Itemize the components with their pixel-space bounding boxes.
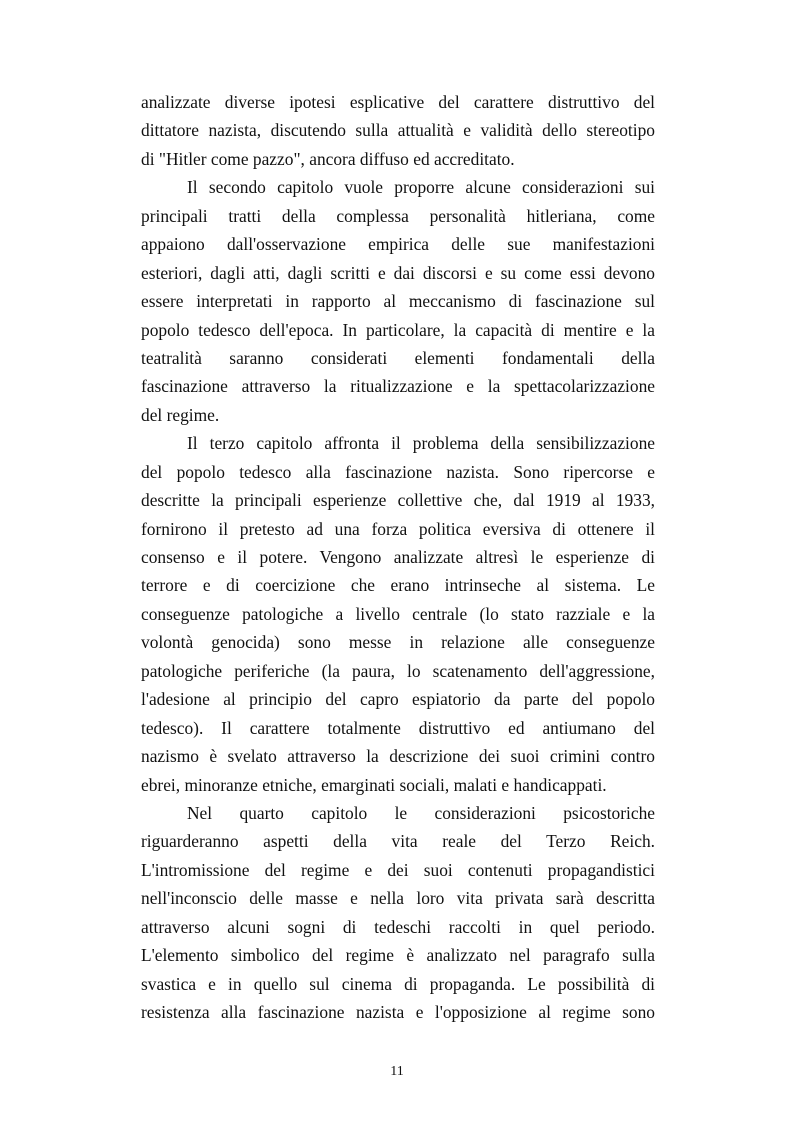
text-line: nazismo è svelato attraverso la descrizione dei suoi crimini contro: [141, 746, 655, 767]
text-line: esteriori, dagli atti, dagli scritti e dai discorsi e su come essi devono: [141, 262, 655, 283]
text-line: del popolo tedesco alla fascinazione nazista. Sono ripercorse e: [141, 461, 655, 482]
text-line: patologiche periferiche (la paura, lo scatenamento dell'aggressione,: [141, 660, 655, 681]
text-line: teatralità saranno considerati elementi fondamentali della: [141, 347, 655, 368]
text-line: resistenza alla fascinazione nazista e l'opposizione al regime sono: [141, 1002, 655, 1022]
text-line: descritte la principali esperienze collettive che, dal 1919 al 1933,: [141, 490, 655, 511]
text-line: l'adesione al principio del capro espiatorio da parte del popolo: [141, 689, 655, 710]
text-line: fascinazione attraverso la ritualizzazione e la spettacolarizzazione: [141, 376, 655, 397]
text-line: ebrei, minoranze etniche, emarginati sociali, malati e handicappati.: [141, 774, 607, 795]
text-line: consenso e il potere. Vengono analizzate altresì le esperienze di: [141, 547, 655, 567]
text-line: L'intromissione del regime e dei suoi contenuti propagandistici: [141, 859, 655, 880]
text-line: terrore e di coercizione che erano intrinseche al sistema. Le: [141, 575, 655, 596]
text-line: conseguenze patologiche a livello centrale (lo stato razziale e la: [141, 603, 655, 624]
text-line: analizzate diverse ipotesi esplicative del carattere distruttivo del: [141, 92, 655, 112]
text-line: volontà genocida) sono messe in relazione alle conseguenze: [141, 632, 655, 653]
text-line: svastica e in quello sul cinema di propaganda. Le possibilità di: [141, 973, 655, 994]
text-line: essere interpretati in rapporto al meccanismo di fascinazione sul: [141, 291, 655, 312]
text-line: Il secondo capitolo vuole proporre alcune considerazioni sui: [187, 177, 655, 198]
text-line: riguarderanno aspetti della vita reale del Terzo Reich.: [141, 831, 655, 852]
text-line: del regime.: [141, 404, 220, 425]
text-line: appaiono dall'osservazione empirica delle sue manifestazioni: [141, 234, 655, 255]
text-line: dittatore nazista, discutendo sulla attualità e validità dello stereotipo: [141, 120, 655, 141]
text-line: fornirono il pretesto ad una forza politica eversiva di ottenere il: [141, 518, 655, 539]
text-line: attraverso alcuni sogni di tedeschi raccolti in quel periodo.: [141, 916, 655, 937]
page-number: 11: [390, 1064, 404, 1079]
text-line: principali tratti della complessa personalità hitleriana, come: [141, 205, 655, 226]
text-line: Nel quarto capitolo le considerazioni psicostoriche: [187, 802, 655, 823]
text-line: tedesco). Il carattere totalmente distruttivo ed antiumano del: [141, 717, 655, 738]
text-line: Il terzo capitolo affronta il problema della sensibilizzazione: [187, 433, 655, 454]
text-line: di "Hitler come pazzo", ancora diffuso ed accreditato.: [141, 148, 515, 169]
text-line: popolo tedesco dell'epoca. In particolare, la capacità di mentire e la: [141, 319, 655, 340]
body-text: [141, 88, 655, 1026]
text-line: L'elemento simbolico del regime è analizzato nel paragrafo sulla: [141, 945, 655, 966]
text-line: nell'inconscio delle masse e nella loro vita privata sarà descritta: [141, 888, 655, 909]
